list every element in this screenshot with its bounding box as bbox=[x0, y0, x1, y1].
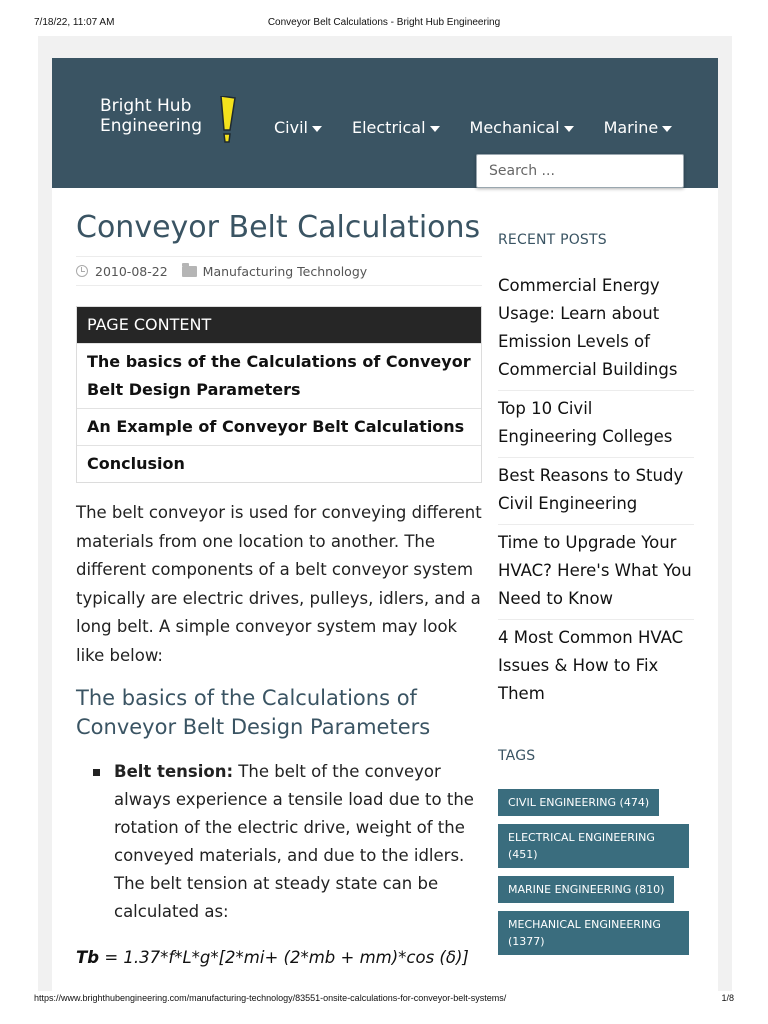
page-content-toc bbox=[76, 306, 482, 483]
nav-electrical-label: Electrical bbox=[351, 118, 426, 137]
sidebar bbox=[498, 208, 694, 955]
recent-post-link[interactable]: 4 Most Common HVAC Issues & How to Fix Them bbox=[498, 628, 684, 703]
tag-marine-engineering[interactable]: MARINE ENGINEERING (810) bbox=[498, 876, 674, 903]
recent-post-link[interactable]: Best Reasons to Study Civil Engineering bbox=[498, 458, 694, 525]
caret-down-icon bbox=[312, 126, 322, 132]
bullet-text: The belt of the conveyor always experience a tensile load due to the rotation of the electric drive, weight of the conveyed materials, and due to the idlers. The belt tension at steady state can be calculated as: bbox=[114, 762, 474, 921]
formula-label: Tb bbox=[76, 948, 100, 967]
article-date: 2010-08-22 bbox=[95, 263, 168, 279]
tension-formula bbox=[76, 944, 482, 972]
site-header bbox=[52, 58, 718, 188]
tags-title: TAGS bbox=[498, 748, 536, 764]
formula-text: = 1.37*f*L*g*[2*mi+ (2*mb + mm)*cos (δ)] bbox=[99, 948, 469, 967]
toc-item-basics[interactable]: The basics of the Calculations of Conveyor Belt Design Parameters bbox=[77, 343, 481, 408]
recent-posts-list bbox=[498, 268, 694, 714]
site-logo[interactable] bbox=[100, 96, 240, 152]
tag-cloud bbox=[498, 789, 694, 955]
print-date: 7/18/22, 11:07 AM bbox=[34, 17, 115, 28]
nav-mechanical[interactable] bbox=[470, 118, 574, 137]
nav-marine[interactable] bbox=[604, 118, 673, 137]
caret-down-icon bbox=[662, 126, 672, 132]
main-nav bbox=[274, 118, 702, 137]
section-heading: The basics of the Calculations of Conveyor Belt Design Parameters bbox=[76, 686, 431, 739]
caret-down-icon bbox=[430, 126, 440, 132]
recent-posts-title: RECENT POSTS bbox=[498, 232, 607, 248]
print-title: Conveyor Belt Calculations - Bright Hub Engineering bbox=[267, 17, 501, 28]
toc-heading: PAGE CONTENT bbox=[77, 307, 481, 343]
nav-civil[interactable] bbox=[274, 118, 322, 137]
caret-down-icon bbox=[564, 126, 574, 132]
page-frame bbox=[38, 36, 732, 991]
recent-post-link[interactable]: Commercial Energy Usage: Learn about Emission Levels of Commercial Buildings bbox=[498, 268, 694, 391]
search-box bbox=[476, 154, 684, 188]
toc-item-example[interactable]: An Example of Conveyor Belt Calculations bbox=[77, 408, 481, 445]
recent-post-link[interactable]: Time to Upgrade Your HVAC? Here's What You Need to Know bbox=[498, 525, 694, 620]
article-meta bbox=[76, 256, 482, 286]
nav-marine-label: Marine bbox=[603, 118, 659, 137]
article-title: Conveyor Belt Calculations bbox=[76, 210, 481, 245]
bullet-label: Belt tension: bbox=[114, 762, 234, 781]
list-item bbox=[114, 758, 482, 926]
nav-mechanical-label: Mechanical bbox=[469, 118, 560, 137]
print-url: https://www.brighthubengineering.com/manufacturing-technology/83551-onsite-calculations-for-conveyor-belt-systems/ bbox=[34, 993, 507, 1003]
tag-mechanical-engineering[interactable]: MECHANICAL ENGINEERING (1377) bbox=[498, 911, 689, 955]
logo-line-1: Bright Hub bbox=[100, 96, 192, 116]
intro-paragraph: The belt conveyor is used for conveying different materials from one location to another. The different components of a belt conveyor system typically are electric drives, pulleys, idlers, and a long belt. A simple conveyor system may look like below: bbox=[76, 503, 482, 665]
nav-civil-label: Civil bbox=[274, 118, 308, 137]
print-page-number: 1/8 bbox=[721, 993, 734, 1003]
print-header bbox=[34, 17, 734, 31]
print-footer bbox=[34, 993, 734, 1007]
exclamation-lightbulb-icon bbox=[216, 96, 236, 148]
tag-civil-engineering[interactable]: CIVIL ENGINEERING (474) bbox=[498, 789, 659, 816]
page-content bbox=[52, 58, 718, 991]
tag-electrical-engineering[interactable]: ELECTRICAL ENGINEERING (451) bbox=[498, 824, 689, 868]
article bbox=[76, 208, 482, 972]
nav-electrical[interactable] bbox=[352, 118, 440, 137]
clock-icon bbox=[76, 265, 88, 277]
bullet-list bbox=[76, 758, 482, 926]
article-category-link[interactable]: Manufacturing Technology bbox=[202, 263, 368, 279]
recent-post-link[interactable]: Top 10 Civil Engineering Colleges bbox=[498, 391, 694, 458]
search-input[interactable] bbox=[477, 155, 683, 187]
folder-icon bbox=[182, 266, 197, 277]
toc-item-conclusion[interactable]: Conclusion bbox=[77, 445, 481, 482]
logo-line-2: Engineering bbox=[100, 116, 202, 136]
